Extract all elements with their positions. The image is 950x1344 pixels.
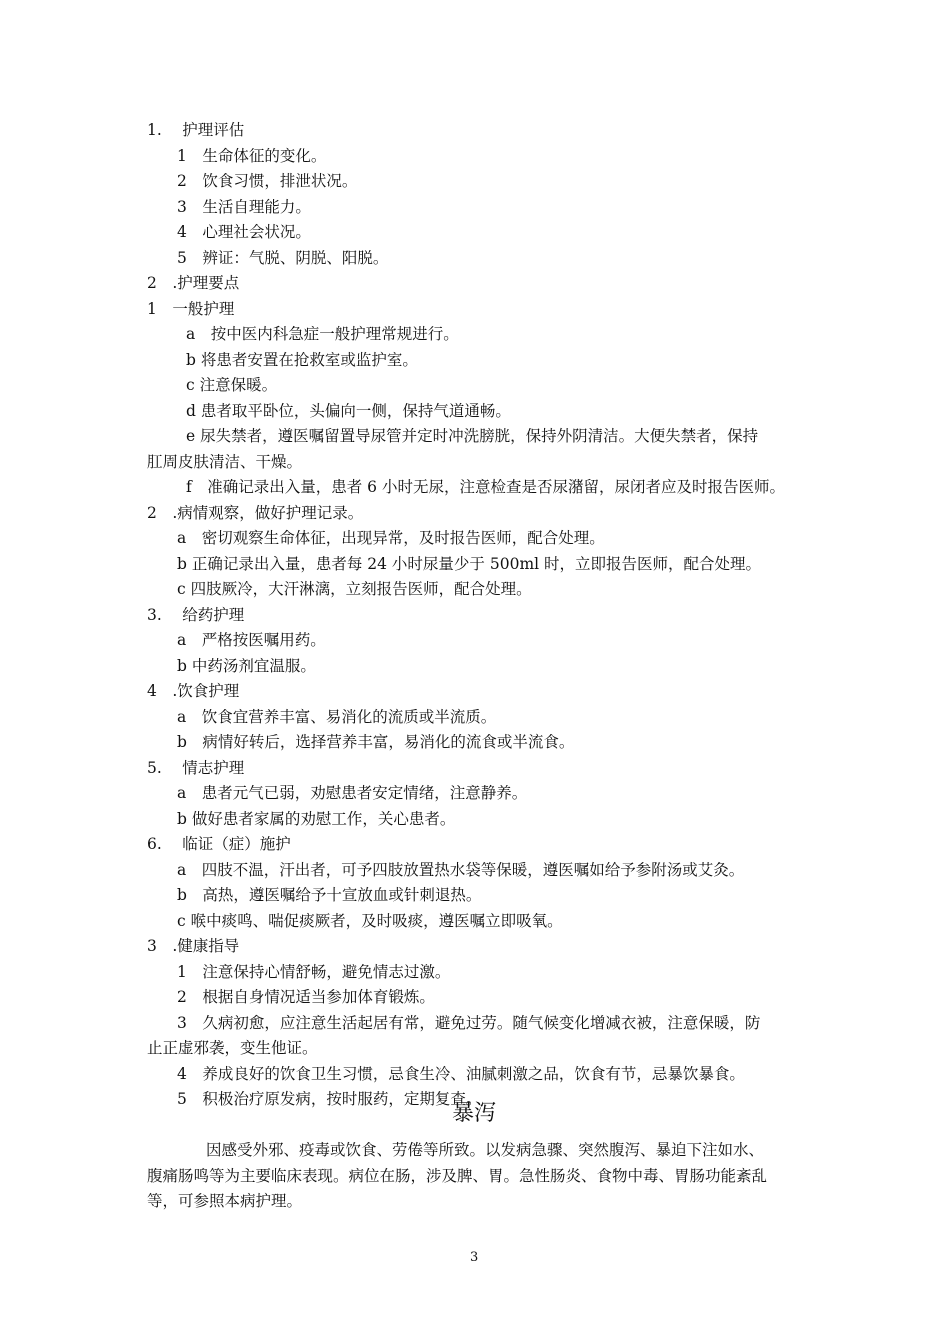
section-title: 暴泻 [452, 1101, 497, 1126]
list-item: b 中药汤剂宜温服。 [177, 657, 316, 675]
page-number: 3 [470, 1250, 479, 1265]
list-item: a 严格按医嘱用药。 [177, 631, 326, 649]
list-item: a 患者元气已弱，劝慰患者安定情绪，注意静养。 [177, 784, 528, 802]
list-item: 3 久病初愈，应注意生活起居有常，避免过劳。随气候变化增减衣被，注意保暖，防 [177, 1014, 761, 1032]
list-item: e 尿失禁者，遵医嘱留置导尿管并定时冲洗膀胱，保持外阴清洁。大便失禁者，保持 [186, 427, 759, 445]
subheading-general-nursing: 1 一般护理 [147, 300, 235, 318]
list-item: c 注意保暖。 [186, 376, 278, 394]
list-item: a 饮食宜营养丰富、易消化的流质或半流质。 [177, 708, 497, 726]
paragraph-line: 因感受外邪、疫毒或饮食、劳倦等所致。以发病急骤、突然腹泻、暴迫下注如水、 [206, 1141, 765, 1159]
list-item: a 四肢不温，汗出者，可予四肢放置热水袋等保暖，遵医嘱如给予参附汤或艾灸。 [177, 861, 745, 879]
list-item: b 做好患者家属的劝慰工作，关心患者。 [177, 810, 456, 828]
subheading-observation: 2 .病情观察，做好护理记录。 [147, 504, 364, 522]
list-item: c 四肢厥冷，大汗淋漓，立刻报告医师，配合处理。 [177, 580, 532, 598]
list-item: b 正确记录出入量，患者每 24 小时尿量少于 500ml 时，立即报告医师，配合处理。 [177, 555, 762, 573]
list-item: f 准确记录出入量，患者 6 小时无尿，注意检查是否尿潴留，尿闭者应及时报告医师。 [186, 478, 785, 496]
list-item: 4 心理社会状况。 [177, 223, 311, 241]
list-item: 5 积极治疗原发病，按时服药，定期复查。 [177, 1090, 482, 1108]
list-item: a 按中医内科急症一般护理常规进行。 [186, 325, 459, 343]
subheading-emotional: 5. 情志护理 [147, 759, 245, 777]
list-item: b 高热，遵医嘱给予十宣放血或针刺退热。 [177, 886, 482, 904]
list-item: b 病情好转后，选择营养丰富，易消化的流食或半流食。 [177, 733, 575, 751]
list-item: 5 辨证：气脱、阴脱、阳脱。 [177, 249, 389, 267]
list-item: 3 生活自理能力。 [177, 198, 311, 216]
paragraph-line: 腹痛肠鸣等为主要临床表现。病位在肠，涉及脾、胃。急性肠炎、食物中毒、胃肠功能紊乱 [147, 1167, 768, 1185]
heading-health-guidance: 3 .健康指导 [147, 937, 240, 955]
subheading-symptom-care: 6. 临证（症）施护 [147, 835, 291, 853]
heading-nursing-assessment: 1. 护理评估 [147, 121, 245, 139]
list-item-continuation: 肛周皮肤清洁、干燥。 [147, 453, 303, 471]
list-item: 2 根据自身情况适当参加体育锻炼。 [177, 988, 435, 1006]
list-item: 1 生命体征的变化。 [177, 147, 327, 165]
list-item: a 密切观察生命体征，出现异常，及时报告医师，配合处理。 [177, 529, 605, 547]
paragraph-line: 等，可参照本病护理。 [147, 1192, 303, 1210]
list-item-continuation: 止正虚邪袭，变生他证。 [147, 1039, 318, 1057]
list-item: 2 饮食习惯，排泄状况。 [177, 172, 358, 190]
list-item: d 患者取平卧位，头偏向一侧，保持气道通畅。 [186, 402, 511, 420]
list-item: 1 注意保持心情舒畅，避免情志过激。 [177, 963, 451, 981]
heading-nursing-points: 2 .护理要点 [147, 274, 240, 292]
subheading-diet: 4 .饮食护理 [147, 682, 240, 700]
subheading-medication: 3. 给药护理 [147, 606, 245, 624]
list-item: 4 养成良好的饮食卫生习惯，忌食生冷、油腻刺激之品，饮食有节，忌暴饮暴食。 [177, 1065, 745, 1083]
list-item: b 将患者安置在抢救室或监护室。 [186, 351, 418, 369]
list-item: c 喉中痰鸣、喘促痰厥者，及时吸痰，遵医嘱立即吸氧。 [177, 912, 563, 930]
